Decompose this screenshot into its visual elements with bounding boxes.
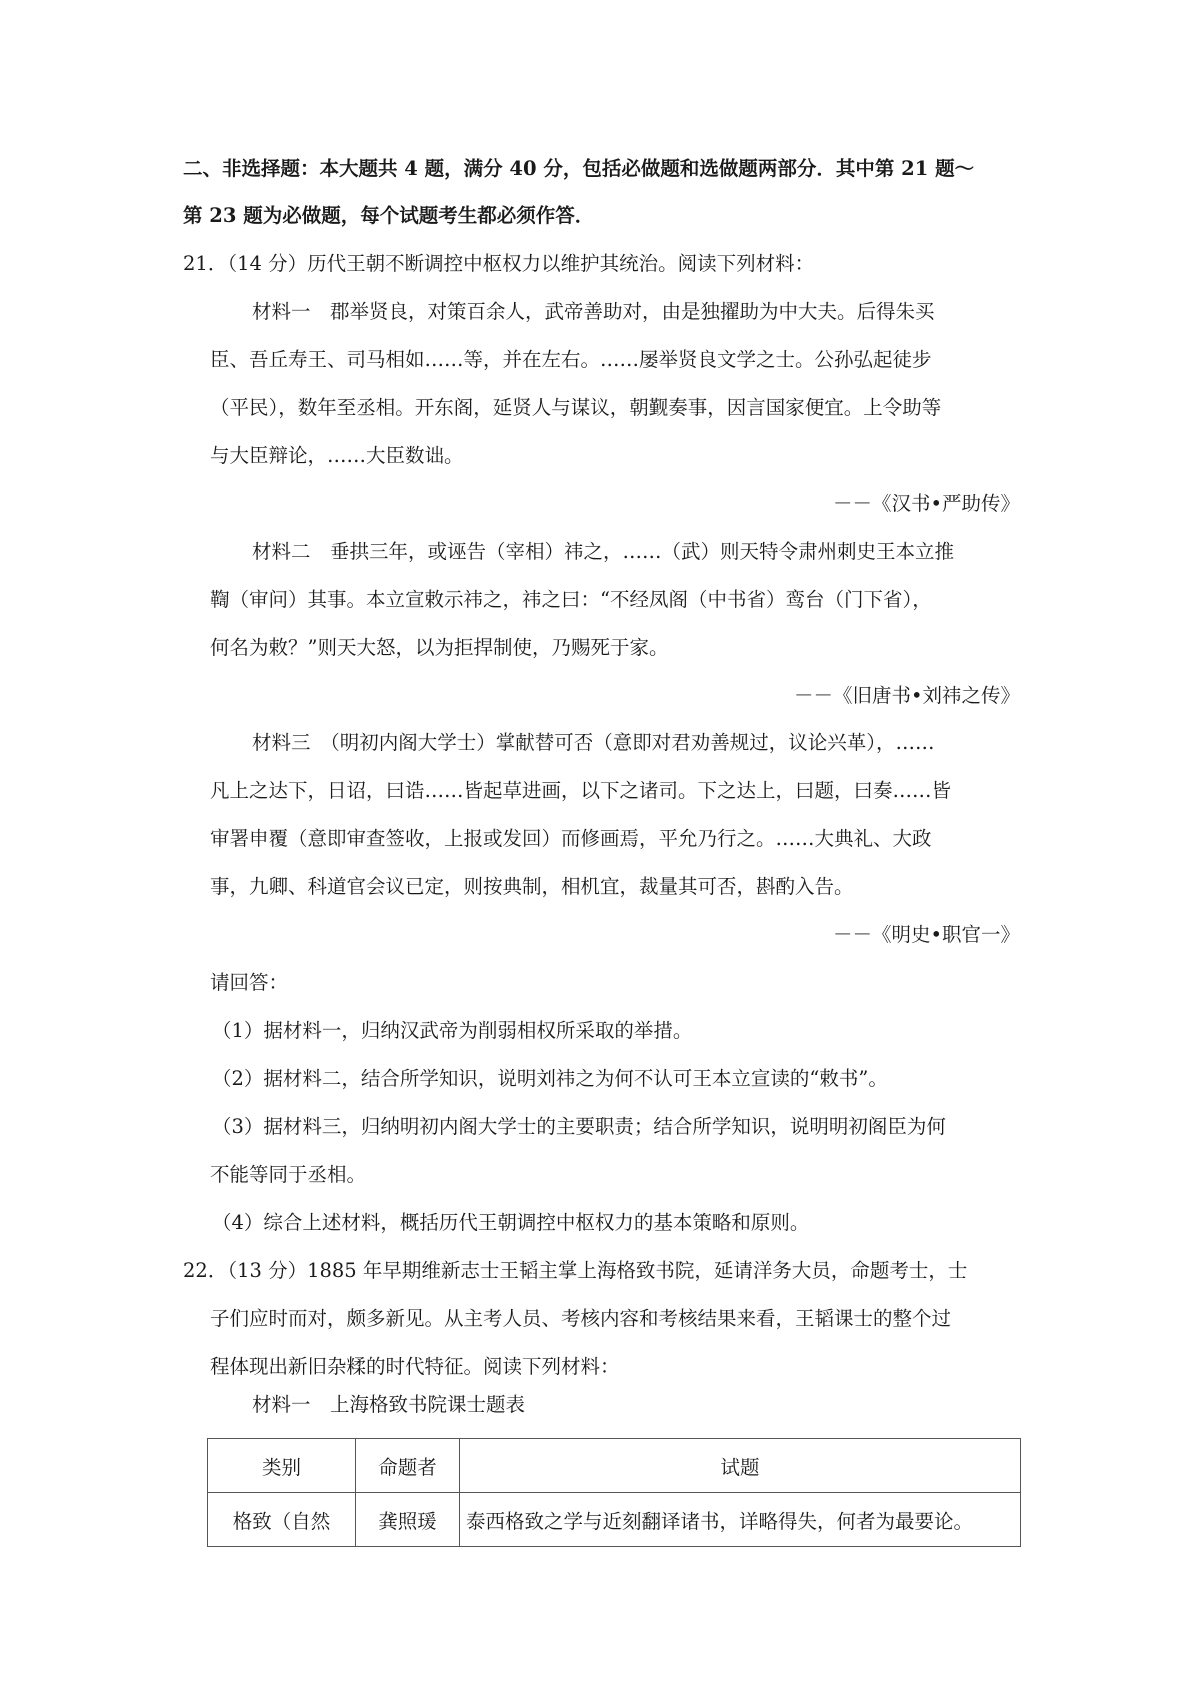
sub-question-4: （4）综合上述材料，概括历代王朝调控中枢权力的基本策略和原则。: [212, 1211, 810, 1234]
answer-prompt: 请回答：: [210, 971, 289, 994]
material-2-line-1: 材料二 垂拱三年，或诬告（宰相）祎之，……（武）则天特令肃州刺史王本立推: [252, 540, 955, 563]
question-22-line-1: 22．（13 分）1885 年早期维新志士王韬主掌上海格致书院，延请洋务大员，命题考士，士: [183, 1259, 968, 1282]
material-1-line-3: （平民），数年至丞相。开东阁，延贤人与谋议，朝觐奏事，因言国家便宜。上令助等: [210, 396, 942, 419]
sub-question-1: （1）据材料一，归纳汉武帝为削弱相权所采取的举措。: [212, 1019, 693, 1042]
sub-question-2: （2）据材料二，结合所学知识，说明刘祎之为何不认可王本立宣读的“敕书”。: [212, 1067, 888, 1090]
material-3-source: －－《明史•职官一》: [832, 923, 1020, 946]
material-2-line-3: 何名为敕？”则天大怒，以为拒捍制使，乃赐死于家。: [210, 636, 669, 659]
material-1-line-2: 臣、吾丘寿王、司马相如……等，并在左右。……屡举贤良文学之士。公孙弘起徒步: [210, 348, 932, 371]
exam-questions-table: [207, 1438, 1021, 1547]
material-1-source: －－《汉书•严助传》: [832, 492, 1020, 515]
table-header-setter: 命题者: [356, 1439, 460, 1493]
material-2-source: －－《旧唐书•刘祎之传》: [793, 684, 1020, 707]
material-3-line-3: 审署申覆（意即审查签收，上报或发回）而修画焉，平允乃行之。……大典礼、大政: [210, 827, 932, 850]
table-cell-category: 格致（自然: [208, 1493, 356, 1547]
material-2-line-2: 鞫（审问）其事。本立宣敕示祎之，祎之曰：“不经凤阁（中书省）鸾台（门下省），: [210, 588, 932, 611]
table-header-row: [208, 1439, 1021, 1493]
material-1-line-1: 材料一 郡举贤良，对策百余人，武帝善助对，由是独擢助为中大夫。后得朱买: [252, 300, 935, 323]
table-cell-setter: 龚照瑗: [356, 1493, 460, 1547]
sub-question-3-line-2: 不能等同于丞相。: [210, 1163, 367, 1186]
material-3-line-4: 事，九卿、科道官会议已定，则按典制，相机宜，裁量其可否，斟酌入告。: [210, 875, 854, 898]
material-3-line-2: 凡上之达下，日诏，曰诰……皆起草进画，以下之诸司。下之达上，曰题，曰奏……皆: [210, 779, 952, 802]
table-cell-question: 泰西格致之学与近刻翻译诸书，详略得失，何者为最要论。: [460, 1493, 1021, 1547]
table-header-question: 试题: [460, 1439, 1021, 1493]
sub-question-3-line-1: （3）据材料三，归纳明初内阁大学士的主要职责；结合所学知识，说明明初阁臣为何: [212, 1115, 946, 1138]
section-heading-line-1: 二、非选择题：本大题共 4 题，满分 40 分，包括必做题和选做题两部分．其中第 21 题～: [183, 157, 975, 180]
question-22-line-3: 程体现出新旧杂糅的时代特征。阅读下列材料：: [210, 1355, 620, 1378]
question-22-line-2: 子们应时而对，颇多新见。从主考人员、考核内容和考核结果来看，王韬课士的整个过: [210, 1307, 952, 1330]
question-21-stem: 21．（14 分）历代王朝不断调控中枢权力以维护其统治。阅读下列材料：: [183, 252, 815, 275]
material-3-line-1: 材料三 （明初内阁大学士）掌献替可否（意即对君劝善规过，议论兴革），……: [252, 731, 935, 754]
material-1-line-4: 与大臣辩论，……大臣数诎。: [210, 444, 464, 467]
table-row: [208, 1493, 1021, 1547]
material-table-title: 材料一 上海格致书院课士题表: [252, 1393, 526, 1416]
table-header-category: 类别: [208, 1439, 356, 1493]
section-heading-line-2: 第 23 题为必做题，每个试题考生都必须作答．: [183, 204, 595, 227]
